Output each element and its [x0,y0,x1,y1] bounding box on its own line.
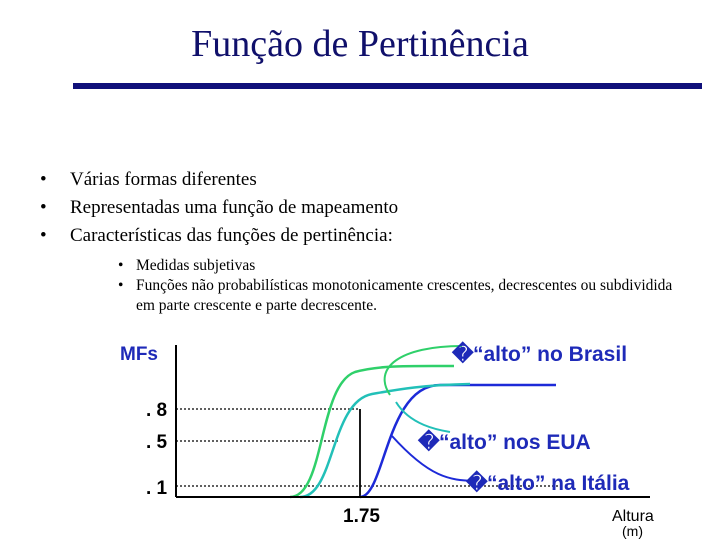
x-axis-label: Altura [612,508,654,525]
y-tick-label: . 5 [146,432,168,453]
legend-glyph-icon: � [452,343,474,366]
series-label-alto-italia: “alto” na Itália [487,472,630,495]
bullet-dot-icon: • [40,169,47,190]
bullet-text: Representadas uma função de mapeamento [70,197,399,218]
y-tick-label: . 1 [146,478,168,499]
sub-bullet-text: Medidas subjetivas [136,257,256,274]
series-label-alto-eua: “alto” nos EUA [439,431,591,454]
sub-bullet-dot-icon: • [118,277,124,294]
sub-bullet-dot-icon: • [118,257,124,274]
sub-bullet-text: Funções não probabilísticas monotonicamente crescentes, decrescentes ou subdividida em parte crescente e parte decrescente. [136,277,673,314]
y-axis-label: MFs [120,344,158,365]
slide-title: Função de Pertinência [191,23,529,65]
bullet-text: Várias formas diferentes [70,169,257,190]
bullet-text: Características das funções de pertinência: [70,225,393,246]
bullet-dot-icon: • [40,225,47,246]
legend-glyph-icon: � [466,472,488,495]
bullet-dot-icon: • [40,197,47,218]
x-marker-label: 1.75 [343,506,380,527]
series-label-alto-brasil: “alto” no Brasil [473,343,628,366]
legend-glyph-icon: � [418,431,440,454]
y-tick-label: . 8 [146,400,168,421]
x-axis-unit: (m) [622,523,643,539]
